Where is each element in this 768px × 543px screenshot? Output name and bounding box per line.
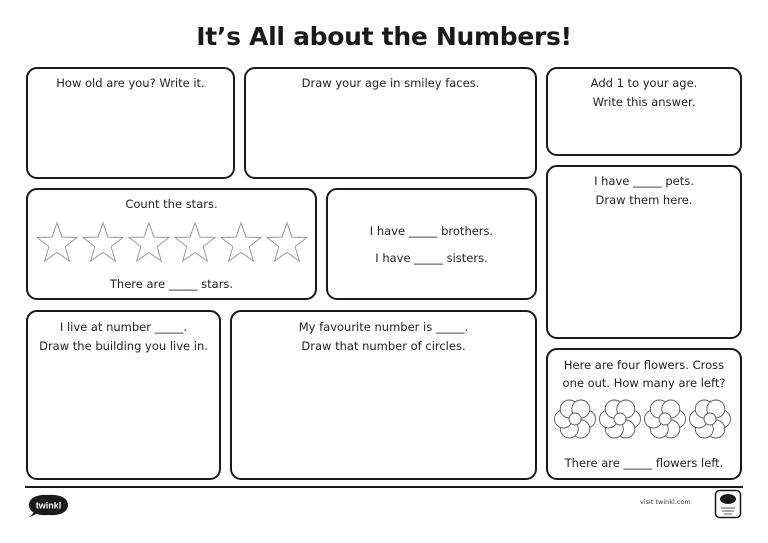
smiley-box[interactable] [244, 67, 537, 179]
footer-divider [25, 486, 743, 488]
stars-prompt: Count the stars. [125, 197, 218, 211]
quality-badge-icon [714, 489, 742, 519]
stars-row [34, 220, 314, 266]
page-title: It’s All about the Numbers! [196, 22, 572, 51]
star-icon [175, 223, 215, 261]
flowers-prompt-line2: one out. How many are left? [562, 376, 726, 390]
add-one-instruction: Write this answer. [592, 95, 696, 109]
house-instruction: Draw the building you live in. [39, 339, 208, 353]
visit-link[interactable]: visit twinkl.com [640, 498, 691, 506]
flowers-prompt-line1: Here are four flowers. Cross [563, 358, 725, 372]
flower-icon[interactable] [645, 400, 686, 438]
svg-text:twinkl: twinkl [35, 500, 62, 511]
stars-box[interactable] [26, 188, 317, 300]
flowers-box[interactable] [546, 348, 742, 480]
add-one-box[interactable] [546, 67, 742, 156]
flowers-answer[interactable]: There are _____ flowers left. [564, 456, 724, 470]
sisters-prompt[interactable]: I have _____ sisters. [375, 251, 488, 265]
stars-answer[interactable]: There are _____ stars. [109, 277, 234, 291]
brothers-prompt[interactable]: I have _____ brothers. [369, 224, 494, 238]
pets-prompt[interactable]: I have _____ pets. [594, 174, 694, 188]
add-one-prompt: Add 1 to your age. [590, 76, 698, 90]
pets-instruction: Draw them here. [595, 193, 693, 207]
flower-icon[interactable] [690, 400, 731, 438]
house-box[interactable] [26, 310, 221, 480]
siblings-box[interactable] [326, 188, 537, 300]
favourite-instruction: Draw that number of circles. [301, 339, 466, 353]
flower-icon[interactable] [600, 400, 641, 438]
star-icon [221, 223, 261, 261]
favourite-prompt[interactable]: My favourite number is _____. [298, 320, 469, 334]
house-prompt[interactable]: I live at number _____. [59, 320, 188, 334]
twinkl-logo [25, 492, 71, 518]
star-icon [129, 223, 169, 261]
pets-box[interactable] [546, 165, 742, 339]
age-prompt: How old are you? Write it. [56, 76, 205, 90]
favourite-box[interactable] [230, 310, 537, 480]
star-icon [83, 223, 123, 261]
star-icon [267, 223, 307, 261]
age-box[interactable] [26, 67, 235, 179]
smiley-prompt: Draw your age in smiley faces. [301, 76, 480, 90]
flower-icon[interactable] [555, 400, 596, 438]
flowers-row[interactable] [553, 396, 739, 444]
star-icon [37, 223, 77, 261]
